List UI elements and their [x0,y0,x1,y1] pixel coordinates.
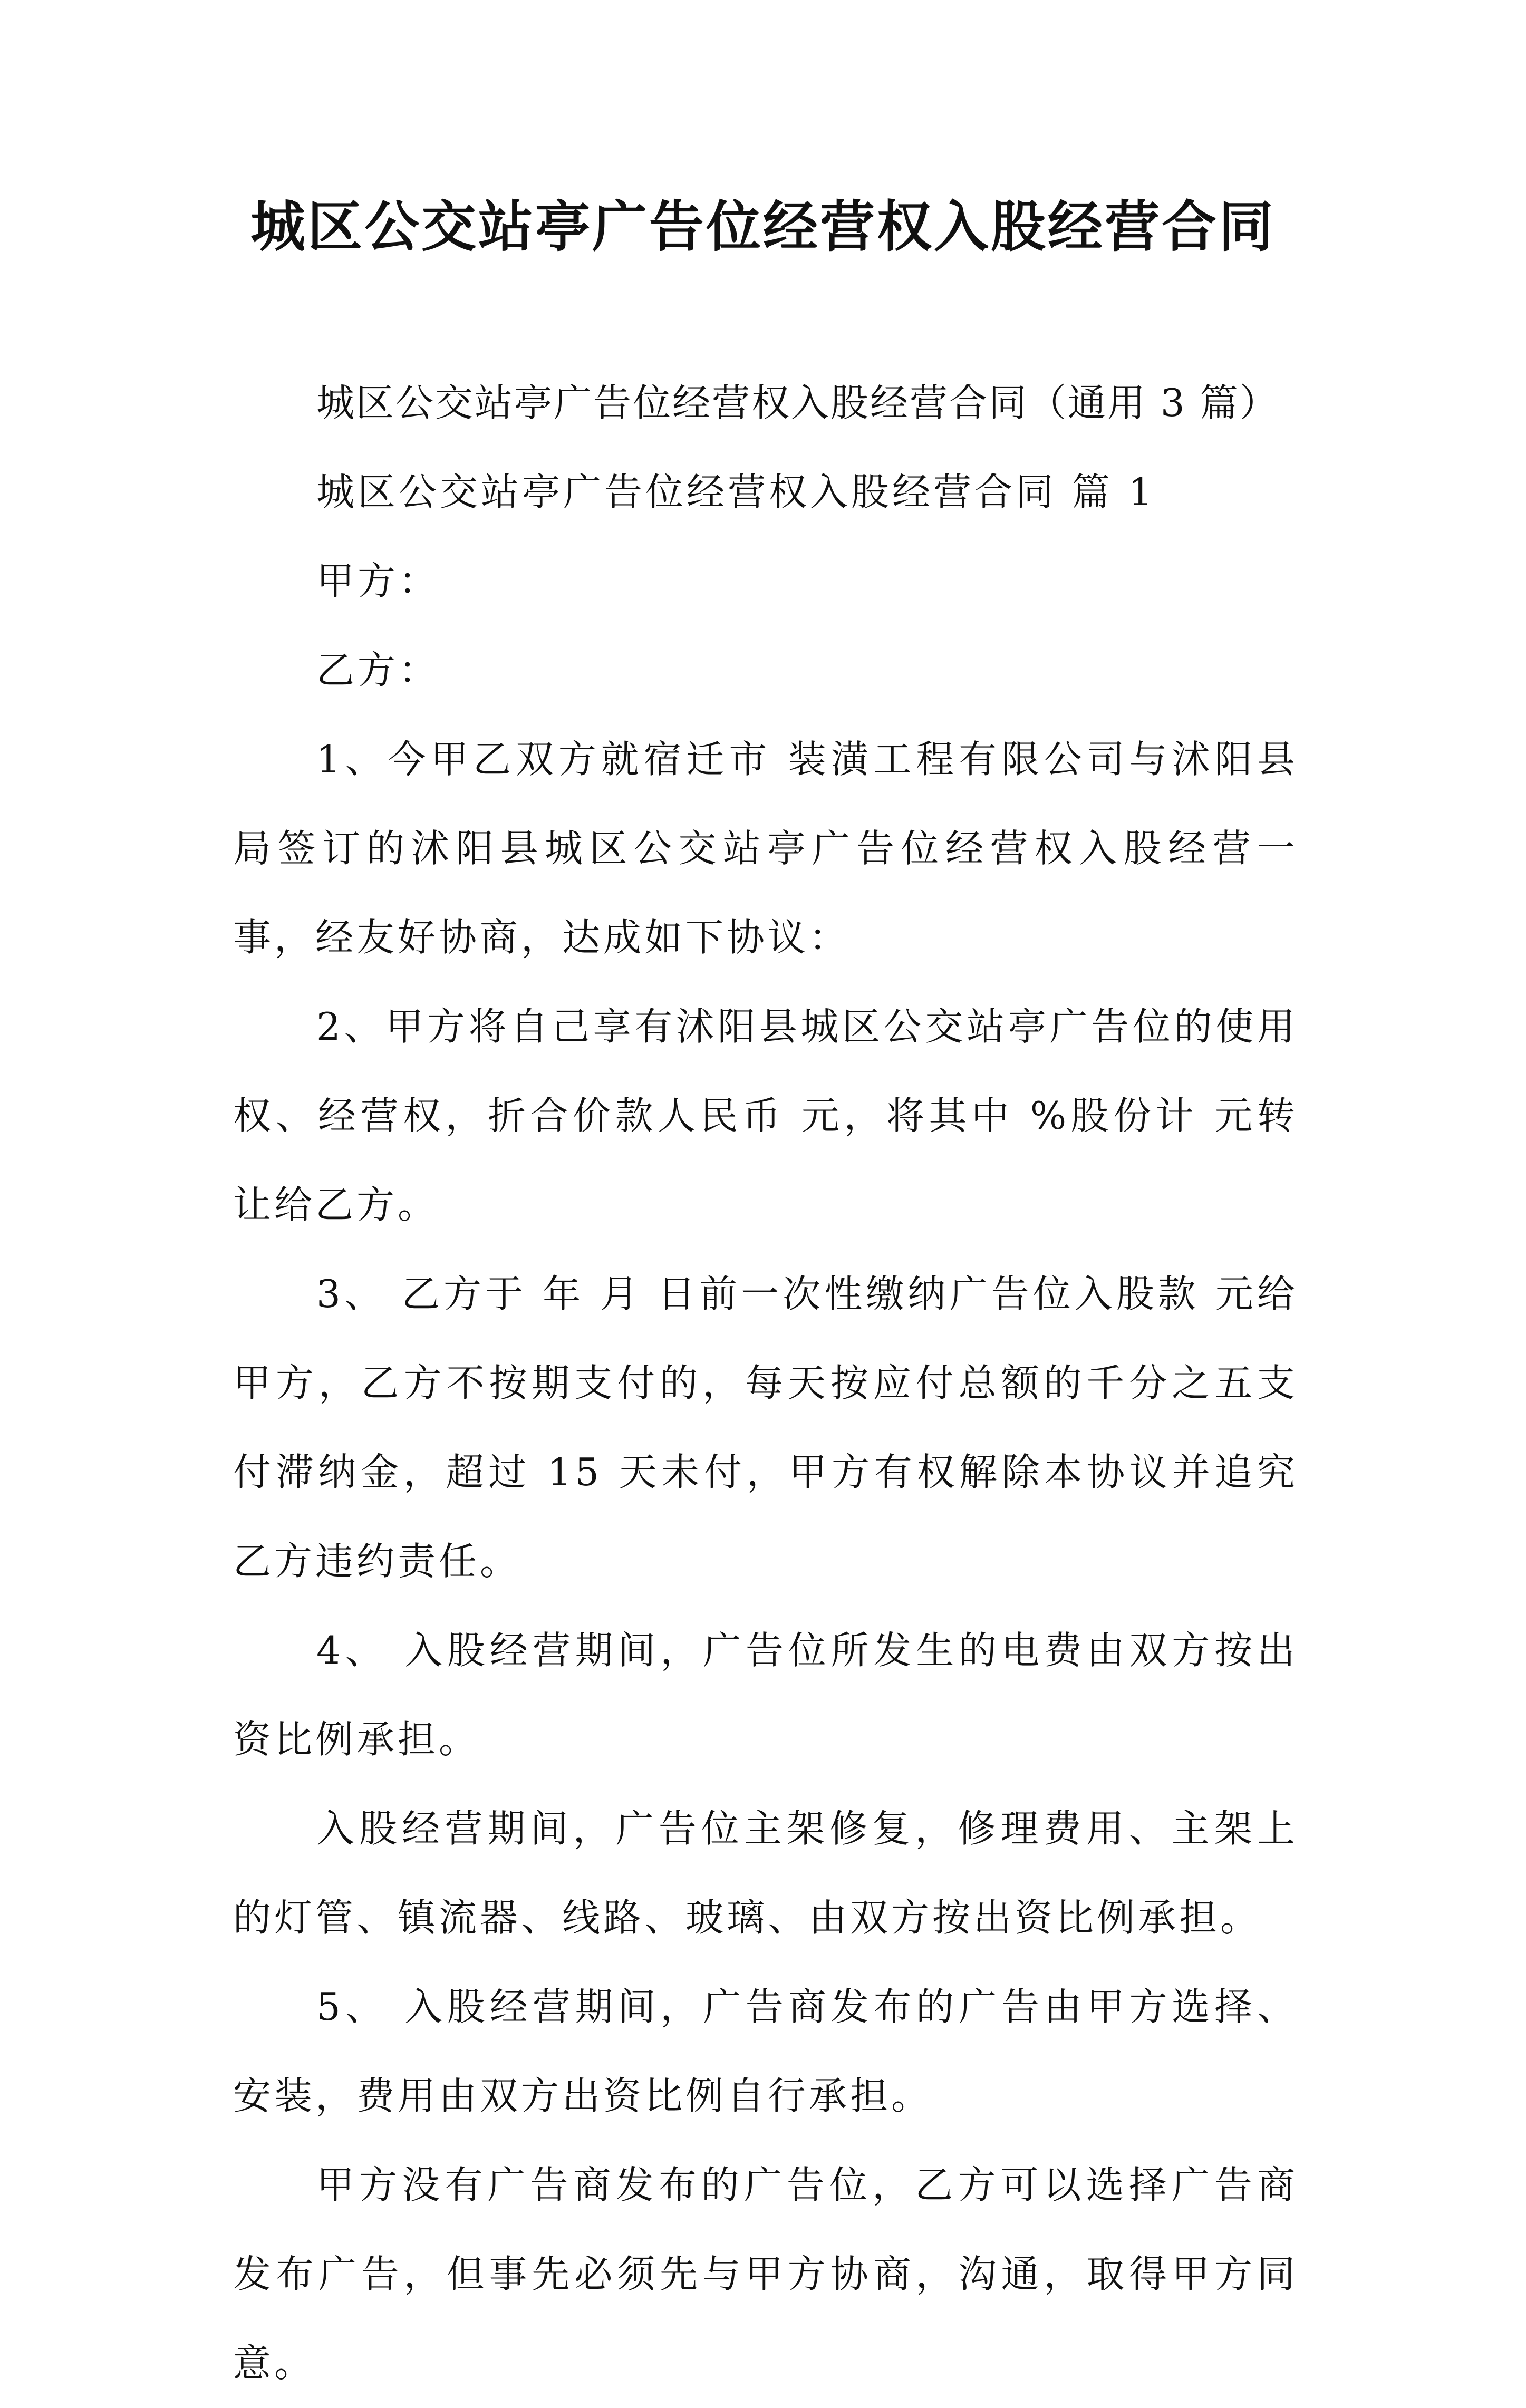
document-title: 城区公交站亭广告位经营权入股经营合同 [250,194,1276,259]
paragraph-clause-5: 5、 入股经营期间，广告商发布的广告由甲方选择、安装，费用由双方出资比例自行承担。 [233,1985,1298,2118]
paragraph-clause-2: 2、甲方将自己享有沭阳县城区公交站亭广告位的使用权、经营权，折合价款人民币 元，将其中 %股份计 元转让给乙方。 [233,1004,1298,1227]
paragraph-clause-3: 3、 乙方于 年 月 日前一次性缴纳广告位入股款 元给甲方，乙方不按期支付的，每天按应付总额的千分之五支付滞纳金，超过 15 天未付，甲方有权解除本协议并追究乙方违约责任。 [233,1272,1298,1583]
paragraph-clause-4: 4、 入股经营期间，广告位所发生的电费由双方按出资比例承担。 [233,1628,1298,1762]
paragraph-party-b: 乙方： [316,648,440,692]
paragraph-subtitle: 城区公交站亭广告位经营权入股经营合同（通用 3 篇） [316,381,1279,425]
paragraph-clause-1: 1、今甲乙双方就宿迁市 装潢工程有限公司与沭阳县 局签订的沭阳县城区公交站亭广告位经营权入股经营一事，经友好协商，达成如下协议： [233,737,1313,960]
paragraph-clause-4-detail: 入股经营期间，广告位主架修复，修理费用、主架上的灯管、镇流器、线路、玻璃、由双方按出资比例承担。 [233,1806,1298,1940]
paragraph-section-heading: 城区公交站亭广告位经营权入股经营合同 篇 1 [316,470,1156,514]
paragraph-clause-5-detail: 甲方没有广告商发布的广告位，乙方可以选择广告商发布广告，但事先必须先与甲方协商，沟通，取得甲方同意。 [233,2163,1298,2385]
document-body [233,359,1313,2408]
paragraph-party-a: 甲方： [316,559,440,603]
